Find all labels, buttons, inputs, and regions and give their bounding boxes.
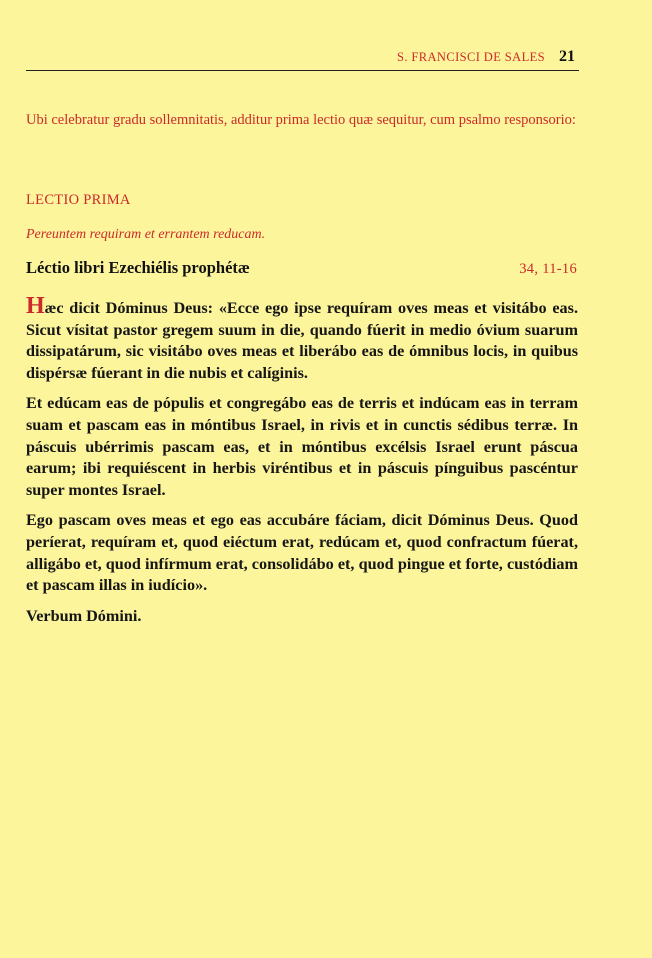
reading-header — [26, 258, 577, 278]
reading-book-title: Léctio libri Ezechiélis prophétæ — [26, 258, 250, 277]
scripture-reference: 34, 11-16 — [519, 261, 577, 277]
antiphon: Pereuntem requiram et errantem reducam. — [26, 227, 266, 242]
paragraph-1 — [26, 293, 578, 384]
closing-acclamation: Verbum Dómini. — [26, 606, 142, 625]
paragraph-1-text: æc dicit Dóminus Deus: «Ecce ego ipse requíram oves meas et visitábo eas. Sicut vísitat pastor gregem suum in die, quando fúerit in medio óvium suarum dissipatárum, sic visitábo oves meas et liberábo eas de ómnibus locis, in quibus dispérsæ fúerant in die nubis et calíginis. — [26, 299, 578, 382]
page-number: 21 — [559, 48, 575, 65]
rubric-instruction: Ubi celebratur gradu sollemnitatis, additur prima lectio quæ sequitur, cum psalmo responsorio: — [26, 112, 576, 128]
paragraph-3: Ego pascam oves meas et ego eas accubáre fáciam, dicit Dóminus Deus. Quod períerat, requíram et, quod eiéctum erat, redúcam et, quod confractum fúerat, alligábo et, quod infírmum erat, consolidábo et, quod pingue et forte, custódiam et pascam illas in iudício». — [26, 511, 578, 595]
paragraph-2: Et edúcam eas de pópulis et congregábo eas de terris et indúcam eas in terram suam et pascam eas in móntibus Israel, in rivis et in cunctis sédibus terræ. In páscuis ubérrimis pascam eas, et in móntibus excélsis Israel erunt páscua earum; ibi requiéscent in herbis viréntibus et in páscuis pínguibus pascéntur super montes Israel. — [26, 394, 578, 499]
drop-initial: H — [26, 293, 45, 319]
running-head — [26, 48, 579, 71]
lectio-title: LECTIO PRIMA — [26, 192, 131, 208]
reading-text — [26, 293, 578, 636]
running-head-title: S. FRANCISCI DE SALES — [396, 50, 545, 64]
